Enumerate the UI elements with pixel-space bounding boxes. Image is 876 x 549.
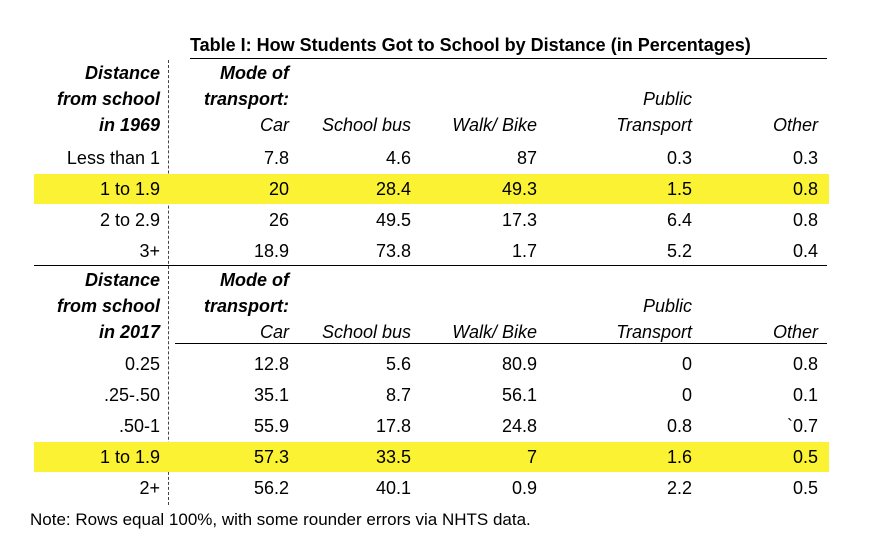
table-cell-walk: 1.7 — [511, 241, 537, 261]
distance-header-label: from school — [56, 296, 160, 316]
table-cell-walk: 17.3 — [501, 210, 537, 230]
table-cell-other: 0.5 — [792, 447, 818, 467]
table-cell-public: 5.2 — [666, 241, 692, 261]
table-row-distance: .50-1 — [118, 416, 160, 436]
table-cell-car: 26 — [268, 210, 289, 230]
table-cell-bus: 49.5 — [375, 210, 411, 230]
distance-column-divider — [168, 60, 169, 505]
table-cell-walk: 87 — [516, 148, 537, 168]
table-cell-bus: 40.1 — [375, 478, 411, 498]
table-cell-other: 0.3 — [792, 148, 818, 168]
table-row-distance: 2 to 2.9 — [99, 210, 160, 230]
table-row-distance: 3+ — [139, 241, 160, 261]
section-divider-bottom — [175, 343, 827, 344]
table-cell-other: 0.8 — [792, 354, 818, 374]
table-cell-car: 20 — [268, 179, 289, 199]
table-row-distance: Less than 1 — [66, 148, 160, 168]
table-cell-walk: 80.9 — [501, 354, 537, 374]
top-rule — [190, 58, 827, 59]
table-cell-walk: 56.1 — [501, 385, 537, 405]
table-cell-other: 0.5 — [792, 478, 818, 498]
table-cell-bus: 17.8 — [375, 416, 411, 436]
table-cell-public: 6.4 — [666, 210, 692, 230]
table-cell-public: 0.8 — [666, 416, 692, 436]
section-divider-top — [34, 265, 827, 266]
table-cell-bus: 5.6 — [385, 354, 411, 374]
table-cell-other: 0.4 — [792, 241, 818, 261]
table-cell-car: 55.9 — [253, 416, 289, 436]
table-title: Table I: How Students Got to School by Distance (in Percentages) — [190, 35, 751, 55]
table-cell-public: 2.2 — [666, 478, 692, 498]
column-header-public: Public — [642, 89, 692, 109]
table-cell-public: 0 — [681, 354, 692, 374]
table-cell-car: 18.9 — [253, 241, 289, 261]
mode-header-label: transport: — [204, 296, 289, 316]
table-cell-public: 1.5 — [666, 179, 692, 199]
mode-header-label: transport: — [204, 89, 289, 109]
table-cell-other: 0.8 — [792, 179, 818, 199]
mode-header-label: Mode of — [220, 270, 289, 290]
distance-header-label: Distance — [84, 63, 160, 83]
mode-header-label: Mode of — [220, 63, 289, 83]
table-cell-bus: 8.7 — [385, 385, 411, 405]
table-row-distance: 1 to 1.9 — [99, 447, 160, 467]
table-row-distance: 1 to 1.9 — [99, 179, 160, 199]
table-cell-public: 0 — [681, 385, 692, 405]
column-header-walk-bike: Walk/ Bike — [452, 322, 537, 342]
table-cell-car: 7.8 — [263, 148, 289, 168]
table-cell-bus: 28.4 — [375, 179, 411, 199]
distance-header-label: from school — [56, 89, 160, 109]
column-header-car: Car — [259, 322, 289, 342]
distance-header-label: Distance — [84, 270, 160, 290]
table-note: Note: Rows equal 100%, with some rounder errors via NHTS data. — [30, 510, 531, 529]
column-header-school-bus: School bus — [321, 115, 411, 135]
column-header-school-bus: School bus — [321, 322, 411, 342]
distance-header-label: in 1969 — [98, 115, 160, 135]
table-cell-car: 12.8 — [253, 354, 289, 374]
table-cell-car: 35.1 — [253, 385, 289, 405]
table-cell-car: 57.3 — [253, 447, 289, 467]
column-header-walk-bike: Walk/ Bike — [452, 115, 537, 135]
table-cell-public: 0.3 — [666, 148, 692, 168]
table-row-distance: 0.25 — [124, 354, 160, 374]
table-row-distance: .25-.50 — [103, 385, 160, 405]
column-header-transport: Transport — [616, 322, 692, 342]
table-cell-car: 56.2 — [253, 478, 289, 498]
table-cell-other: 0.8 — [792, 210, 818, 230]
table-cell-other: `0.7 — [786, 416, 818, 436]
table-cell-other: 0.1 — [792, 385, 818, 405]
table-cell-walk: 0.9 — [511, 478, 537, 498]
column-header-transport: Transport — [616, 115, 692, 135]
table-cell-bus: 73.8 — [375, 241, 411, 261]
column-header-other: Other — [772, 115, 818, 135]
table-cell-walk: 7 — [526, 447, 537, 467]
table-cell-walk: 49.3 — [501, 179, 537, 199]
table-cell-bus: 4.6 — [385, 148, 411, 168]
table-cell-bus: 33.5 — [375, 447, 411, 467]
column-header-other: Other — [772, 322, 818, 342]
column-header-public: Public — [642, 296, 692, 316]
table-row-distance: 2+ — [139, 478, 160, 498]
table-cell-public: 1.6 — [666, 447, 692, 467]
column-header-car: Car — [259, 115, 289, 135]
table-cell-walk: 24.8 — [501, 416, 537, 436]
distance-header-label: in 2017 — [98, 322, 160, 342]
